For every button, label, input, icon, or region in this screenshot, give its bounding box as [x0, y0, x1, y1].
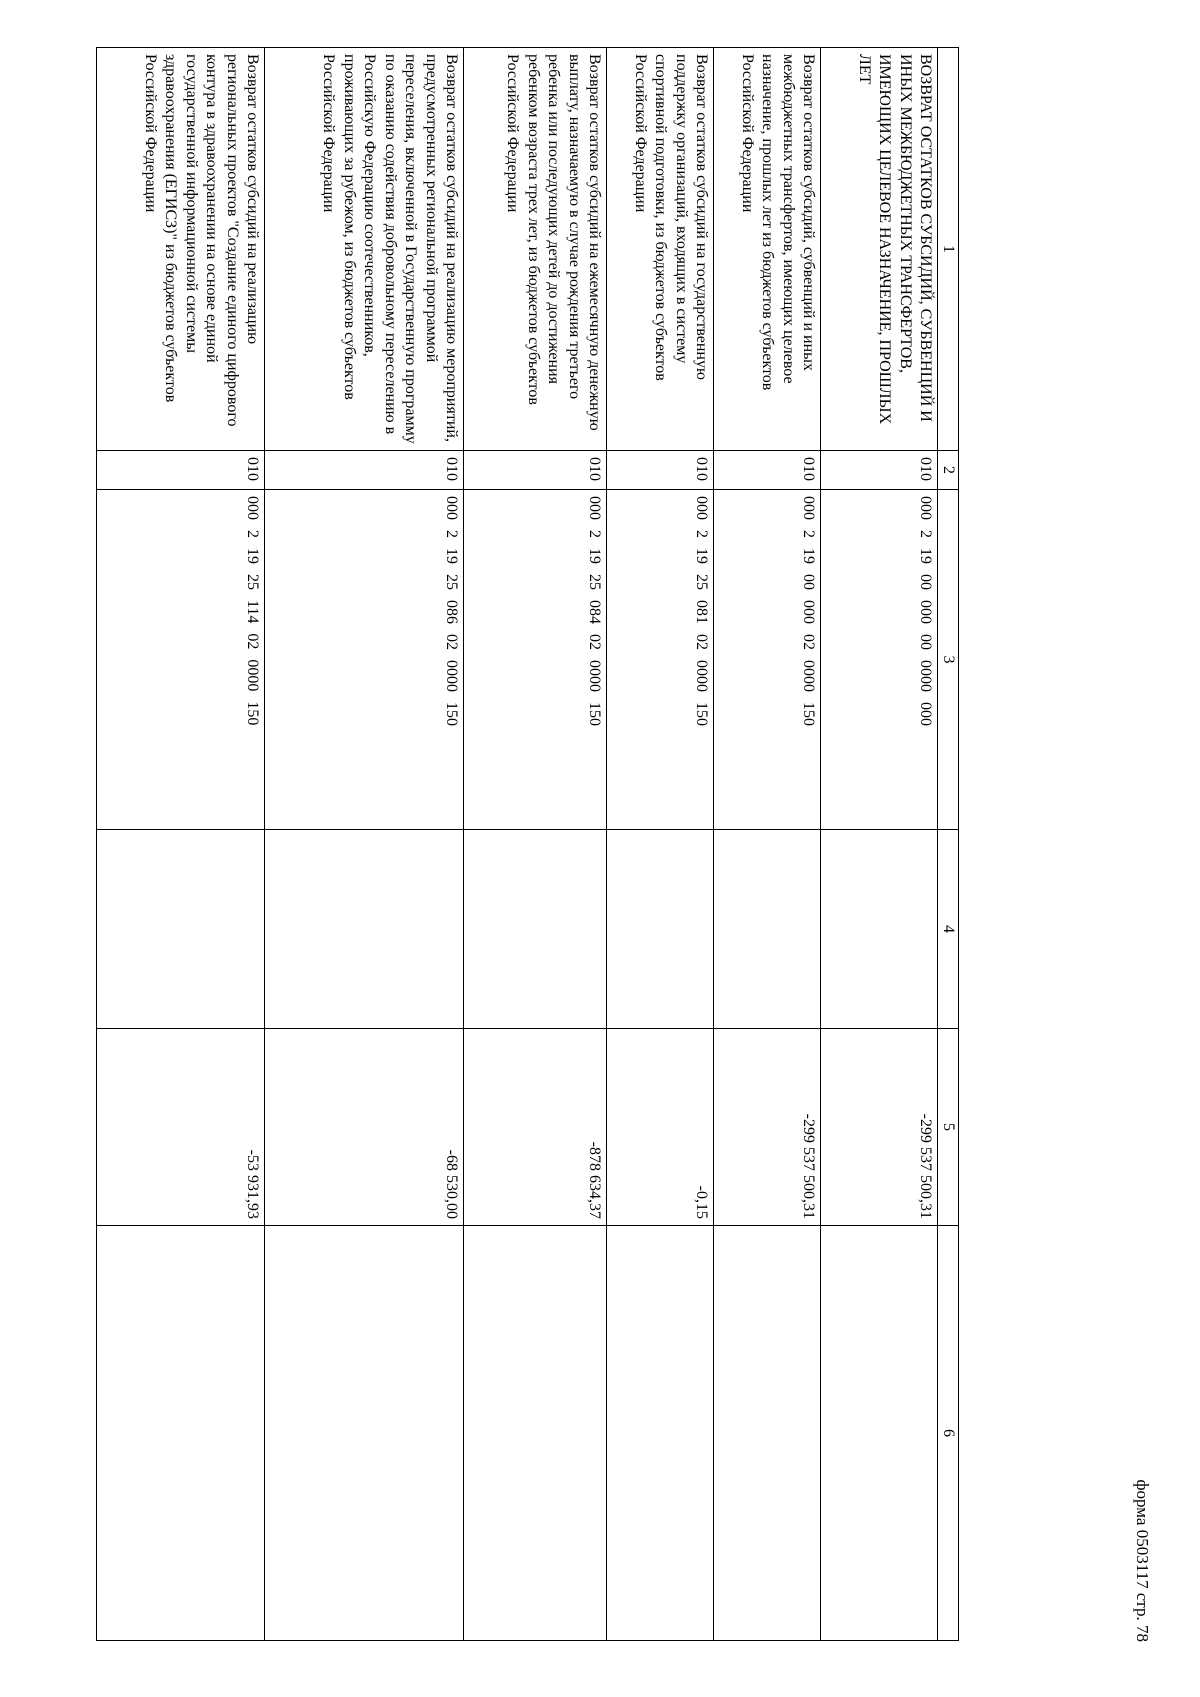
- column-header-5: 5: [938, 1029, 959, 1226]
- row-col4: [265, 830, 464, 1029]
- row-budget-code: 000 2 19 25 086 02 0000 150: [265, 490, 464, 830]
- row-col4: [714, 830, 821, 1029]
- row-budget-code: 000 2 19 25 084 02 0000 150: [464, 490, 607, 830]
- row-name: ВОЗВРАТ ОСТАТКОВ СУБСИДИЙ, СУБВЕНЦИЙ И ИНЫХ МЕЖБЮДЖЕТНЫХ ТРАНСФЕРТОВ, ИМЕЮЩИХ ЦЕЛЕВОЕ НАЗНАЧЕНИЕ, ПРОШЛЫХ ЛЕТ: [821, 48, 938, 451]
- table-row: [265, 48, 464, 1641]
- table-row: [821, 48, 938, 1641]
- page-header: [1132, 0, 1152, 1642]
- row-budget-code: 000 2 19 25 114 02 0000 150: [97, 490, 265, 830]
- row-col4: [607, 830, 714, 1029]
- row-budget-code: 000 2 19 00 000 02 0000 150: [714, 490, 821, 830]
- row-col6: [607, 1226, 714, 1641]
- row-line-code: 010: [464, 451, 607, 490]
- table-row: [97, 48, 265, 1641]
- column-header-6: 6: [938, 1226, 959, 1641]
- row-col6: [265, 1226, 464, 1641]
- row-amount: -0,15: [607, 1029, 714, 1226]
- report-table: [96, 47, 959, 1641]
- row-line-code: 010: [97, 451, 265, 490]
- row-name: Возврат остатков субсидий на реализацию мероприятий, предусмотренных региональной программой переселения, включенной в Государственную программу по оказанию содействия добровольному переселению в Российскую Федерацию соотечественников, проживающих за рубежом, из бюджетов субъектов Российской Федерации: [265, 48, 464, 451]
- row-amount: -53 931,93: [97, 1029, 265, 1226]
- row-budget-code: 000 2 19 25 081 02 0000 150: [607, 490, 714, 830]
- column-header-1: 1: [938, 48, 959, 451]
- table-row: [607, 48, 714, 1641]
- row-col4: [821, 830, 938, 1029]
- form-reference: форма 0503117 стр. 78: [1133, 1479, 1152, 1642]
- column-header-3: 3: [938, 490, 959, 830]
- row-line-code: 010: [607, 451, 714, 490]
- row-amount: -299 537 500,31: [714, 1029, 821, 1226]
- table-row: [714, 48, 821, 1641]
- row-col6: [821, 1226, 938, 1641]
- column-header-2: 2: [938, 451, 959, 490]
- row-col4: [97, 830, 265, 1029]
- row-name: Возврат остатков субсидий на ежемесячную денежную выплату, назначаемую в случае рождения третьего ребенка или последующих детей до достижения ребенком возраста трех лет, из бюджетов субъектов Российской Федерации: [464, 48, 607, 451]
- row-name: Возврат остатков субсидий на реализацию региональных проектов "Создание единого цифрового контура в здравоохранении на основе единой государственной информационной системы здравоохранения (ЕГИСЗ)" из бюджетов субъектов Российской Федерации: [97, 48, 265, 451]
- row-amount: -299 537 500,31: [821, 1029, 938, 1226]
- column-header-4: 4: [938, 830, 959, 1029]
- row-col6: [97, 1226, 265, 1641]
- row-name: Возврат остатков субсидий на государственную поддержку организаций, входящих в систему спортивной подготовки, из бюджетов субъектов Российской Федерации: [607, 48, 714, 451]
- row-line-code: 010: [821, 451, 938, 490]
- row-amount: -878 634,37: [464, 1029, 607, 1226]
- row-amount: -68 530,00: [265, 1029, 464, 1226]
- row-name: Возврат остатков субсидий, субвенций и иных межбюджетных трансфертов, имеющих целевое назначение, прошлых лет из бюджетов субъектов Российской Федерации: [714, 48, 821, 451]
- row-col4: [464, 830, 607, 1029]
- row-line-code: 010: [265, 451, 464, 490]
- row-col6: [464, 1226, 607, 1641]
- row-line-code: 010: [714, 451, 821, 490]
- row-col6: [714, 1226, 821, 1641]
- row-budget-code: 000 2 19 00 000 00 0000 000: [821, 490, 938, 830]
- table-header-row: [938, 48, 959, 1641]
- table-row: [464, 48, 607, 1641]
